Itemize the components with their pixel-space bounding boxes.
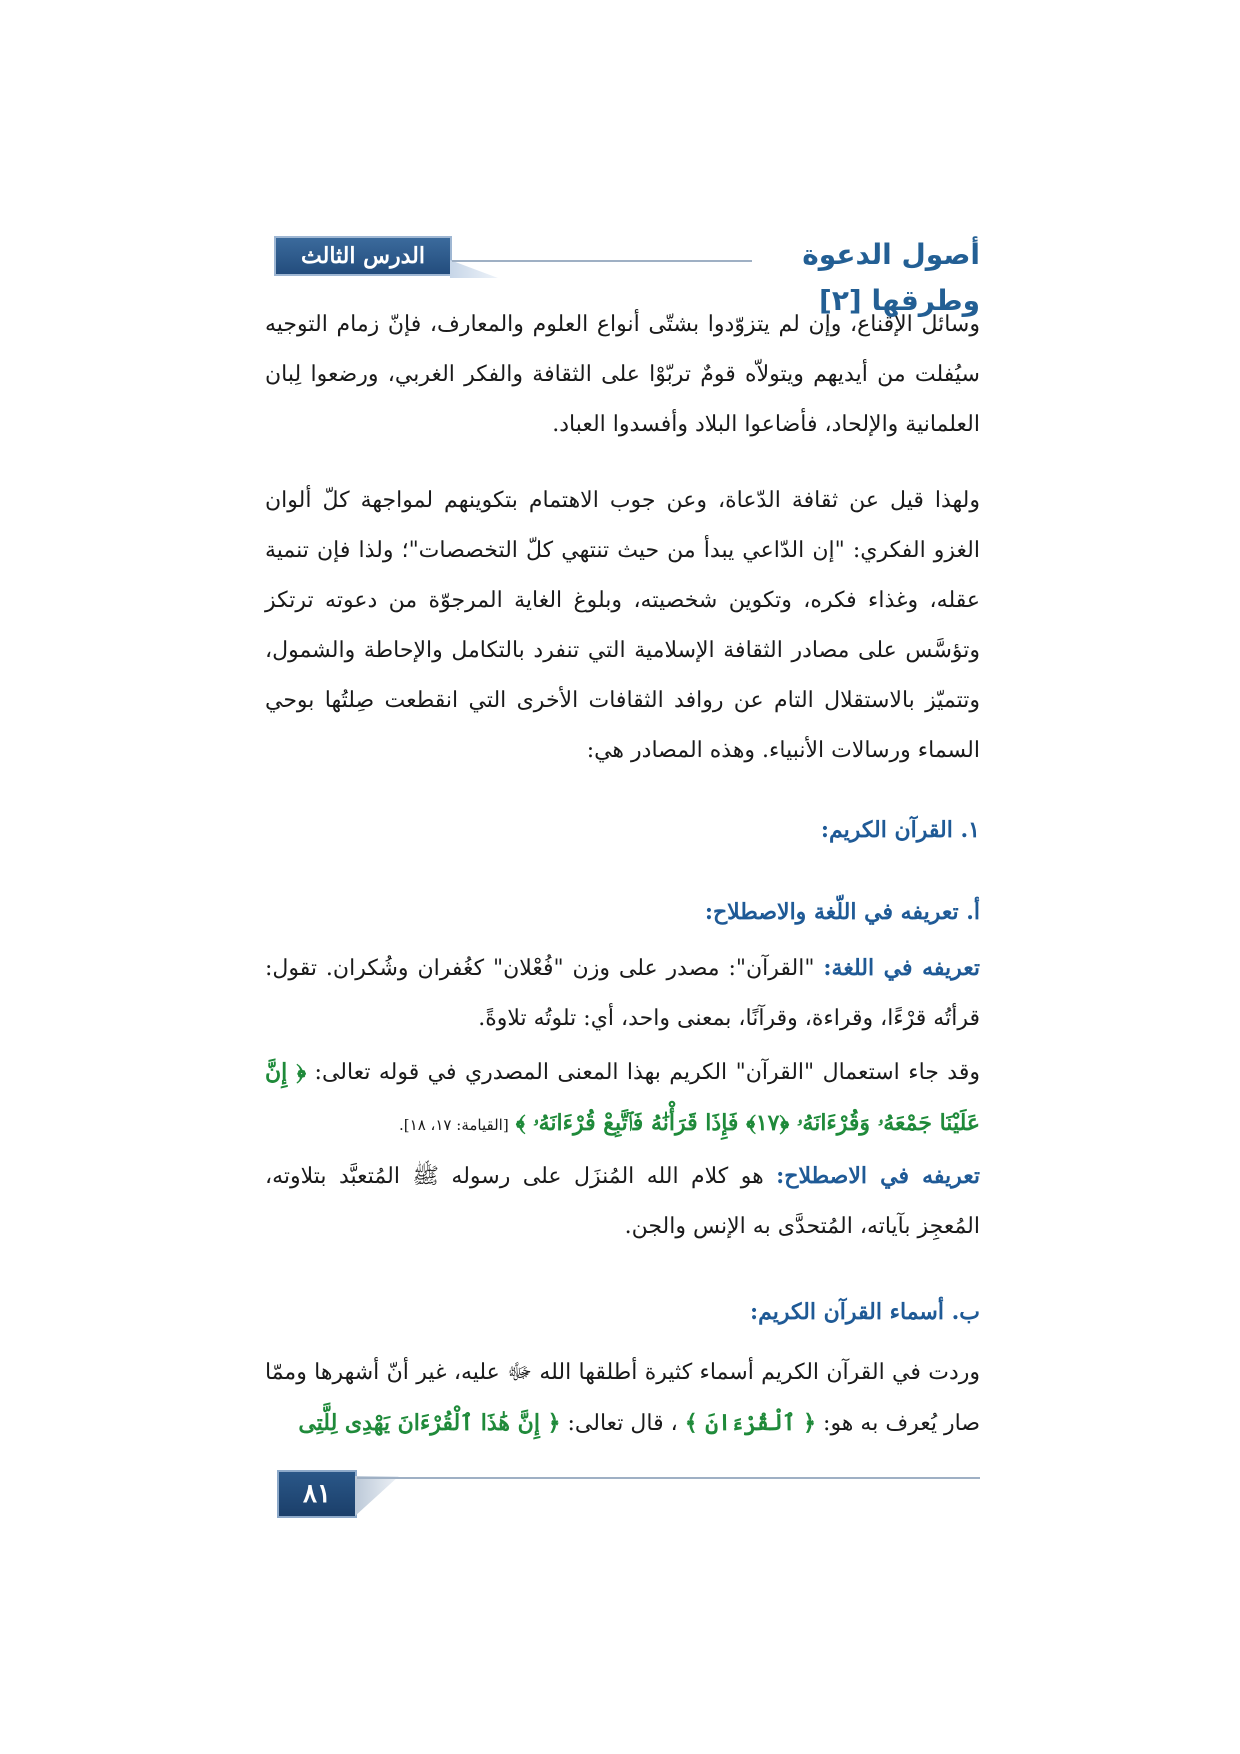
names-paragraph — [265, 1348, 980, 1449]
term-definition — [265, 1151, 980, 1252]
heading-names: ب. أسماء القرآن الكريم: — [749, 1299, 980, 1325]
names-verse-1: ﴿ ٱلْقُرْءَانَ ﴾ — [684, 1410, 817, 1436]
header-rule — [452, 260, 752, 262]
lang-definition-text: "القرآن": مصدر على وزن "فُعْلان" كغُفران وشُكران. تقول: قرأتُه قرْءًا، وقراءة، وقرآنًا، بمعنى واحد، أي: تلوتُه تلاوةً. — [265, 956, 980, 1031]
paragraph-1: وسائل الإقناع، وإن لم يتزوّدوا بشتّى أنواع العلوم والمعارف، فإنّ زمام التوجيه سيُفلت من أيديهم ويتولاّه قومٌ تربّوْا على الثقافة والفكر الغربي، ورضعوا لِبان العلمانية والإلحاد، فأضاعوا البلاد وأفسدوا العباد. — [265, 312, 980, 437]
names-text: وردت في القرآن الكريم أسماء كثيرة أطلقها الله ﷻ عليه، غير أنّ أشهرها وممّا صار يُعرف به هو: — [265, 1360, 980, 1436]
lang-definition — [265, 943, 980, 1044]
page-number: ٨١ — [277, 1470, 357, 1518]
heading-definition: أ. تعريفه في اللّغة والاصطلاح: — [704, 899, 980, 925]
lesson-label: الدرس الثالث — [274, 236, 452, 276]
usage-paragraph — [265, 1047, 980, 1150]
paragraph-2: ولهذا قيل عن ثقافة الدّعاة، وعن جوب الاهتمام بتكوينهم لمواجهة كلّ ألوان الغزو الفكري: "إن الدّاعي يبدأ من حيث تنتهي كلّ التخصصات"؛ ولذا فإن تنمية عقله، وغذاء فكره، وتكوين شخصيته، وبلوغ الغاية المرجوّة من دعوته ترتكز وتؤسَّس على مصادر الثقافة الإسلامية التي تنفرد بالتكامل والإحاطة والشمول، وتتميّز بالاستقلال التام عن روافد الثقافات الأخرى التي انقطعت صِلتُها بوحي السماء ورسالات الأنبياء. وهذه المصادر هي: — [265, 488, 980, 763]
footer-rule — [357, 1477, 980, 1479]
names-verse-2: ﴿ إِنَّ هَٰذَا ٱلْقُرْءَانَ يَهْدِى لِلَّتِى — [298, 1410, 561, 1436]
term-definition-label: تعريفه في الاصطلاح: — [776, 1163, 980, 1189]
names-mid: ، قال تعالى: — [567, 1411, 678, 1436]
usage-text: وقد جاء استعمال "القرآن" الكريم بهذا المعنى المصدري في قوله تعالى: — [314, 1060, 980, 1085]
heading-quran: ١. القرآن الكريم: — [820, 817, 980, 843]
usage-reference: [القيامة: ١٧، ١٨]. — [399, 1116, 509, 1134]
page-footer — [277, 1470, 980, 1520]
book-title: أصول الدعوة وطرقها [٢] — [802, 238, 980, 317]
page-header — [270, 232, 980, 317]
usage-verse: ﴿ إِنَّ عَلَيْنَا جَمْعَهُۥ وَقُرْءَانَهُۥ ﴿١٧﴾ فَإِذَا قَرَأْنَٰهُ فَٱتَّبِعْ قُرْءَانَهُۥ ﴾ — [265, 1059, 980, 1136]
lang-definition-label: تعريفه في اللغة: — [823, 955, 980, 981]
term-definition-text: هو كلام الله المُنزَل على رسوله ﷺ المُتعبَّد بتلاوته، المُعجِز بآياته، المُتحدَّى به الإنس والجن. — [265, 1164, 980, 1239]
